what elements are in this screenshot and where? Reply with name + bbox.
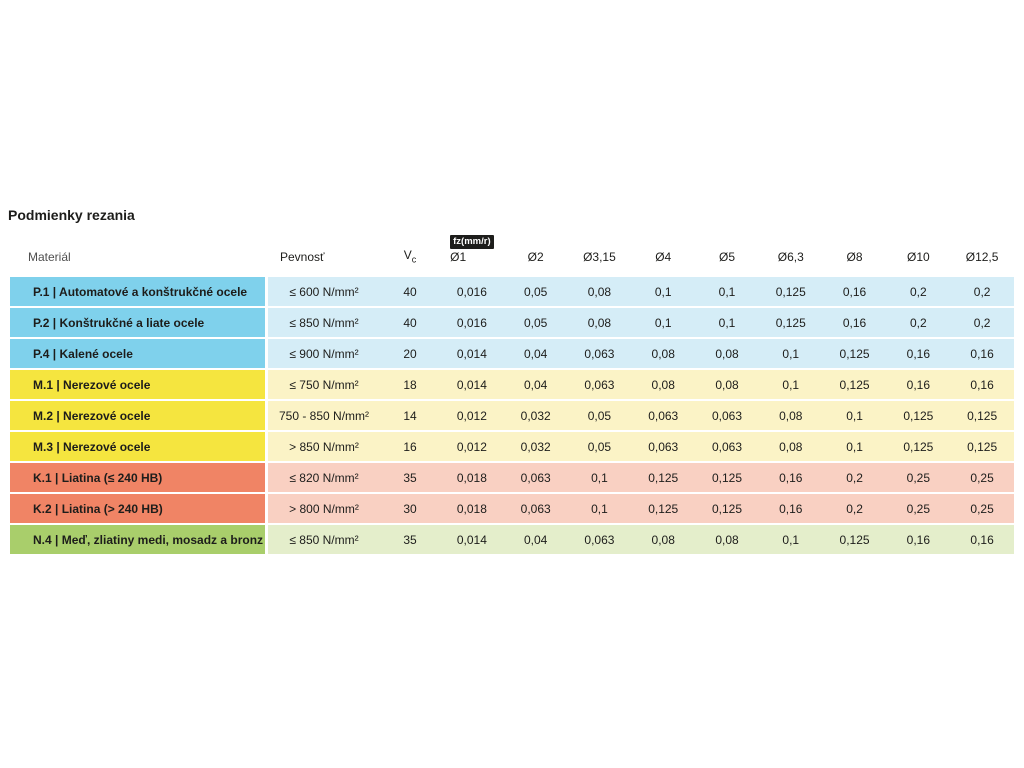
fz-value-cell: 0,032 bbox=[520, 408, 551, 423]
material-label-cell: P.2 | Konštrukčné a liate ocele bbox=[10, 308, 265, 337]
fz-value-cell: 0,018 bbox=[456, 470, 487, 485]
fz-value-cell: 0,1 bbox=[718, 284, 736, 299]
header-band bbox=[268, 233, 1014, 264]
row-data-band bbox=[268, 370, 1014, 399]
material-label-cell: P.4 | Kalené ocele bbox=[10, 339, 265, 368]
fz-value-cell: 0,2 bbox=[973, 284, 991, 299]
column-header-diameter: Ø6,3 bbox=[777, 250, 804, 264]
fz-value-cell: 0,125 bbox=[839, 346, 870, 361]
fz-value-cell: 0,014 bbox=[456, 346, 487, 361]
row-data-band bbox=[268, 432, 1014, 461]
fz-value-cell: 0,063 bbox=[584, 377, 615, 392]
fz-value-cell: 0,1 bbox=[654, 284, 672, 299]
vc-base: V bbox=[403, 247, 412, 262]
fz-value-cell: 0,08 bbox=[779, 439, 803, 454]
fz-unit-badge: fz(mm/r) bbox=[450, 235, 493, 249]
fz-value-cell: 0,012 bbox=[456, 439, 487, 454]
fz-value-cell: 0,2 bbox=[846, 470, 863, 485]
fz-value-cell: 0,08 bbox=[715, 346, 739, 361]
column-header-vc bbox=[380, 248, 440, 264]
fz-value-cell: 0,08 bbox=[651, 377, 675, 392]
fz-value-cell: 0,2 bbox=[909, 315, 927, 330]
fz-value-cell: 0,063 bbox=[711, 439, 742, 454]
pevnost-cell: ≤ 850 N/mm² bbox=[289, 532, 359, 547]
material-label-cell: K.1 | Liatina (≤ 240 HB) bbox=[10, 463, 265, 492]
fz-value-cell: 0,04 bbox=[523, 532, 548, 547]
vc-cell: 16 bbox=[403, 439, 417, 454]
fz-value-cell: 0,08 bbox=[587, 284, 612, 299]
fz-value-cell: 0,2 bbox=[909, 284, 927, 299]
table-row bbox=[10, 401, 1014, 430]
fz-value-cell: 0,25 bbox=[970, 501, 994, 516]
pevnost-cell: ≤ 600 N/mm² bbox=[289, 284, 359, 299]
fz-value-cell: 0,08 bbox=[587, 315, 612, 330]
fz-value-cell: 0,16 bbox=[906, 346, 930, 361]
fz-value-cell: 0,05 bbox=[587, 439, 612, 454]
fz-value-cell: 0,018 bbox=[456, 501, 487, 516]
fz-value-cell: 0,012 bbox=[456, 408, 487, 423]
fz-value-cell: 0,25 bbox=[970, 470, 994, 485]
fz-value-cell: 0,04 bbox=[523, 377, 548, 392]
pevnost-cell: 750 - 850 N/mm² bbox=[278, 408, 370, 423]
fz-value-cell: 0,05 bbox=[523, 284, 548, 299]
fz-value-cell: 0,125 bbox=[839, 532, 870, 547]
fz-value-cell: 0,063 bbox=[711, 408, 742, 423]
fz-value-cell: 0,014 bbox=[456, 377, 487, 392]
vc-cell: 40 bbox=[403, 315, 417, 330]
fz-value-cell: 0,125 bbox=[775, 284, 806, 299]
pevnost-cell: > 800 N/mm² bbox=[289, 501, 359, 516]
fz-value-cell: 0,125 bbox=[648, 470, 679, 485]
fz-value-cell: 0,1 bbox=[782, 346, 800, 361]
fz-value-cell: 0,1 bbox=[718, 315, 736, 330]
fz-value-cell: 0,125 bbox=[775, 315, 806, 330]
table-header-row bbox=[10, 231, 1014, 277]
pevnost-cell: ≤ 750 N/mm² bbox=[289, 377, 359, 392]
row-data-band bbox=[268, 463, 1014, 492]
fz-value-cell: 0,1 bbox=[591, 470, 608, 485]
row-data-band bbox=[268, 525, 1014, 554]
fz-value-cell: 0,063 bbox=[648, 408, 679, 423]
material-label-cell: M.3 | Nerezové ocele bbox=[10, 432, 265, 461]
column-header-diameter: Ø10 bbox=[906, 250, 930, 264]
table-row bbox=[10, 277, 1014, 306]
fz-value-cell: 0,1 bbox=[654, 315, 672, 330]
row-data-band bbox=[268, 339, 1014, 368]
column-header-diameter: Ø12,5 bbox=[965, 250, 999, 264]
fz-value-cell: 0,25 bbox=[906, 501, 930, 516]
fz-value-cell: 0,1 bbox=[846, 439, 863, 454]
column-header-diameter: Ø5 bbox=[718, 250, 735, 264]
table-row bbox=[10, 494, 1014, 523]
column-header-material: Materiál bbox=[28, 250, 71, 264]
fz-value-cell: 0,08 bbox=[715, 377, 739, 392]
column-header-diameter: Ø2 bbox=[527, 250, 544, 264]
cutting-conditions-table bbox=[10, 231, 1014, 556]
fz-value-cell: 0,05 bbox=[587, 408, 612, 423]
material-label-cell: P.1 | Automatové a konštrukčné ocele bbox=[10, 277, 265, 306]
pevnost-cell: ≤ 820 N/mm² bbox=[289, 470, 359, 485]
column-header-pevnost: Pevnosť bbox=[280, 250, 325, 264]
vc-cell: 40 bbox=[403, 284, 417, 299]
pevnost-cell: > 850 N/mm² bbox=[289, 439, 359, 454]
fz-value-cell: 0,125 bbox=[903, 439, 934, 454]
table-rows bbox=[10, 277, 1014, 554]
pevnost-cell: ≤ 850 N/mm² bbox=[289, 315, 359, 330]
section-title: Podmienky rezania bbox=[8, 207, 135, 223]
table-row bbox=[10, 525, 1014, 554]
fz-value-cell: 0,1 bbox=[782, 377, 800, 392]
fz-value-cell: 0,016 bbox=[456, 315, 487, 330]
fz-value-cell: 0,032 bbox=[520, 439, 551, 454]
fz-value-cell: 0,063 bbox=[584, 346, 615, 361]
fz-unit-group bbox=[450, 233, 493, 264]
fz-value-cell: 0,125 bbox=[648, 501, 679, 516]
fz-value-cell: 0,1 bbox=[782, 532, 800, 547]
material-label-cell: M.2 | Nerezové ocele bbox=[10, 401, 265, 430]
row-data-band bbox=[268, 277, 1014, 306]
fz-value-cell: 0,063 bbox=[520, 501, 551, 516]
vc-cell: 35 bbox=[403, 532, 417, 547]
vc-cell: 20 bbox=[403, 346, 417, 361]
fz-value-cell: 0,04 bbox=[523, 346, 548, 361]
fz-value-cell: 0,2 bbox=[973, 315, 991, 330]
vc-cell: 30 bbox=[403, 501, 417, 516]
fz-value-cell: 0,125 bbox=[711, 470, 742, 485]
column-header-diameter: Ø3,15 bbox=[583, 250, 616, 264]
fz-value-cell: 0,16 bbox=[970, 532, 994, 547]
fz-value-cell: 0,063 bbox=[584, 532, 615, 547]
fz-value-cell: 0,05 bbox=[523, 315, 548, 330]
row-data-band bbox=[268, 308, 1014, 337]
fz-value-cell: 0,16 bbox=[842, 315, 867, 330]
fz-value-cell: 0,014 bbox=[456, 532, 487, 547]
fz-value-cell: 0,125 bbox=[967, 439, 998, 454]
fz-value-cell: 0,125 bbox=[967, 408, 998, 423]
fz-value-cell: 0,08 bbox=[651, 346, 675, 361]
fz-value-cell: 0,063 bbox=[520, 470, 551, 485]
fz-value-cell: 0,1 bbox=[591, 501, 608, 516]
fz-value-cell: 0,16 bbox=[842, 284, 867, 299]
material-label-cell: N.4 | Meď, zliatiny medi, mosadz a bronz bbox=[10, 525, 265, 554]
fz-value-cell: 0,16 bbox=[906, 377, 930, 392]
vc-cell: 35 bbox=[403, 470, 417, 485]
fz-value-cell: 0,063 bbox=[648, 439, 679, 454]
fz-value-cell: 0,016 bbox=[456, 284, 487, 299]
fz-value-cell: 0,08 bbox=[651, 532, 675, 547]
fz-value-cell: 0,2 bbox=[846, 501, 863, 516]
vc-subscript: c bbox=[411, 254, 417, 264]
diameter-label: Ø1 bbox=[450, 250, 467, 264]
table-row bbox=[10, 308, 1014, 337]
row-data-band bbox=[268, 494, 1014, 523]
table-row bbox=[10, 463, 1014, 492]
material-label-cell: M.1 | Nerezové ocele bbox=[10, 370, 265, 399]
fz-value-cell: 0,16 bbox=[779, 501, 803, 516]
fz-value-cell: 0,125 bbox=[711, 501, 742, 516]
fz-value-cell: 0,08 bbox=[779, 408, 803, 423]
fz-value-cell: 0,08 bbox=[715, 532, 739, 547]
table-row bbox=[10, 339, 1014, 368]
column-header-diameter: Ø4 bbox=[655, 250, 672, 264]
row-data-band bbox=[268, 401, 1014, 430]
fz-value-cell: 0,16 bbox=[970, 346, 994, 361]
fz-value-cell: 0,125 bbox=[839, 377, 870, 392]
table-row bbox=[10, 432, 1014, 461]
fz-value-cell: 0,16 bbox=[779, 470, 803, 485]
fz-value-cell: 0,25 bbox=[906, 470, 930, 485]
fz-value-cell: 0,16 bbox=[906, 532, 930, 547]
table-row bbox=[10, 370, 1014, 399]
fz-value-cell: 0,16 bbox=[970, 377, 994, 392]
material-label-cell: K.2 | Liatina (> 240 HB) bbox=[10, 494, 265, 523]
fz-value-cell: 0,125 bbox=[903, 408, 934, 423]
fz-value-cell: 0,1 bbox=[846, 408, 863, 423]
vc-cell: 14 bbox=[403, 408, 417, 423]
vc-cell: 18 bbox=[403, 377, 417, 392]
column-header-diameter: Ø8 bbox=[846, 250, 863, 264]
column-header-diameter bbox=[440, 233, 504, 264]
pevnost-cell: ≤ 900 N/mm² bbox=[289, 346, 359, 361]
